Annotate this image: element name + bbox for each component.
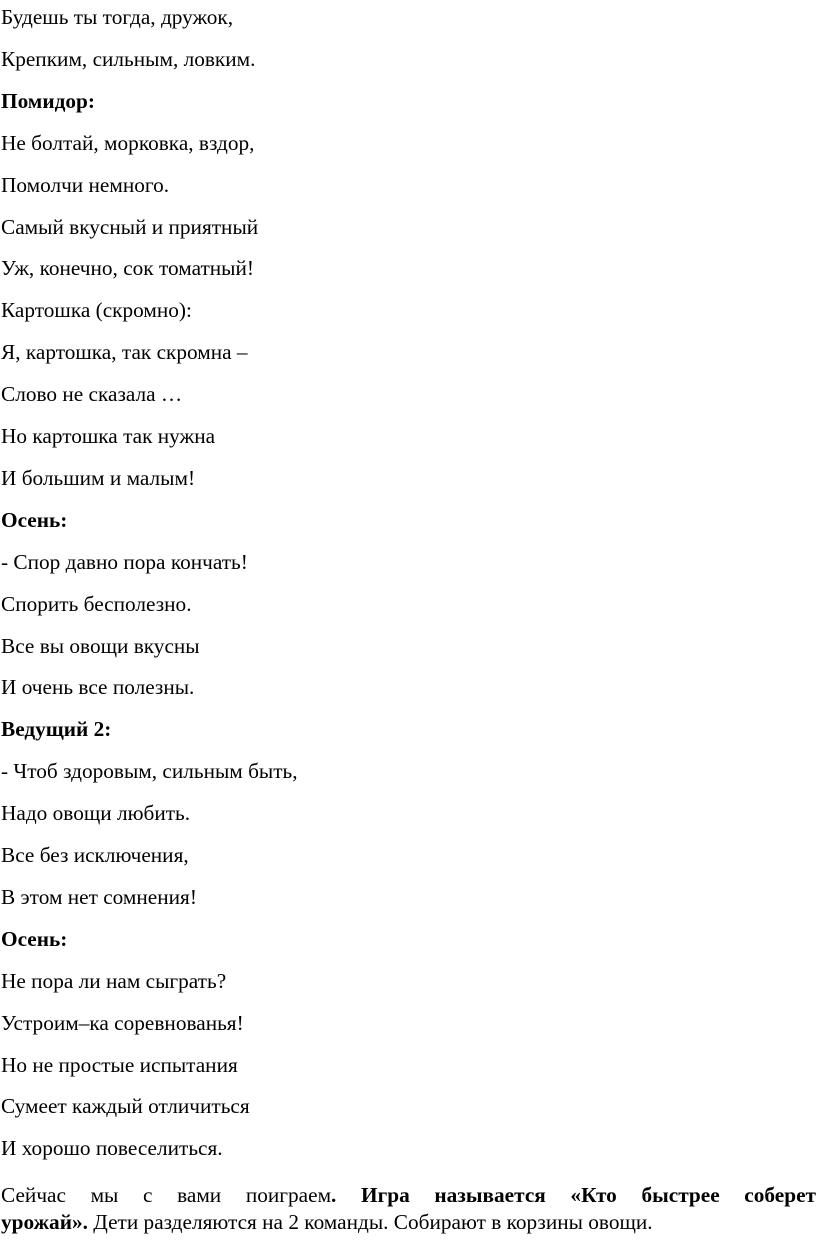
verse-line: Не болтай, морковка, вздор, xyxy=(1,130,255,155)
verse-line: Будешь ты тогда, дружок, xyxy=(1,5,234,29)
final-paragraph-line-2 xyxy=(1,1209,816,1236)
verse-line: Устроим–ка соревнованья! xyxy=(1,1010,244,1035)
verse-line: Надо овощи любить. xyxy=(1,801,191,826)
verse-line: Слово не сказала … xyxy=(1,382,183,407)
final-paragraph xyxy=(1,1182,816,1236)
verse-line: Все вы овощи вкусны xyxy=(1,633,200,658)
final-paragraph-intro: Сейчас мы с вами поиграем xyxy=(1,1183,332,1207)
verse-line: И большим и малым! xyxy=(1,465,196,490)
verse-line: Но не простые испытания xyxy=(1,1052,238,1077)
speaker-heading: Осень: xyxy=(1,507,68,532)
game-title-part-2: урожай». xyxy=(1,1210,88,1234)
verse-line: Сумеет каждый отличиться xyxy=(1,1094,250,1119)
final-paragraph-line-1 xyxy=(1,1182,816,1209)
final-paragraph-rest: Дети разделяются на 2 команды. Собирают в корзины овощи. xyxy=(87,1210,653,1234)
verse-line: Помолчи немного. xyxy=(1,172,170,197)
verse-line: Крепким, сильным, ловким. xyxy=(1,46,256,71)
verse-line: И хорошо повеселиться. xyxy=(1,1136,223,1161)
verse-line: Уж, конечно, сок томатный! xyxy=(1,256,254,281)
verse-line: И очень все полезны. xyxy=(1,675,195,700)
verse-line: Я, картошка, так скромна – xyxy=(1,340,248,365)
verse-line: Картошка (скромно): xyxy=(1,298,192,323)
speaker-heading: Ведущий 2: xyxy=(1,717,112,742)
verse-line: - Чтоб здоровым, сильным быть, xyxy=(1,759,298,784)
verse-line: Все без исключения, xyxy=(1,843,189,867)
verse-line: Не пора ли нам сыграть? xyxy=(1,968,227,993)
verse-line: В этом нет сомнения! xyxy=(1,884,197,909)
verse-line: Спорить бесполезно. xyxy=(1,591,192,616)
verse-line: - Спор давно пора кончать! xyxy=(1,549,248,574)
game-title-part-1: . Игра называется «Кто быстрее соберет xyxy=(331,1183,816,1207)
verse-line: Но картошка так нужна xyxy=(1,424,216,448)
speaker-heading: Осень: xyxy=(1,926,68,951)
speaker-heading: Помидор: xyxy=(1,88,95,113)
verse-line: Самый вкусный и приятный xyxy=(1,214,259,239)
